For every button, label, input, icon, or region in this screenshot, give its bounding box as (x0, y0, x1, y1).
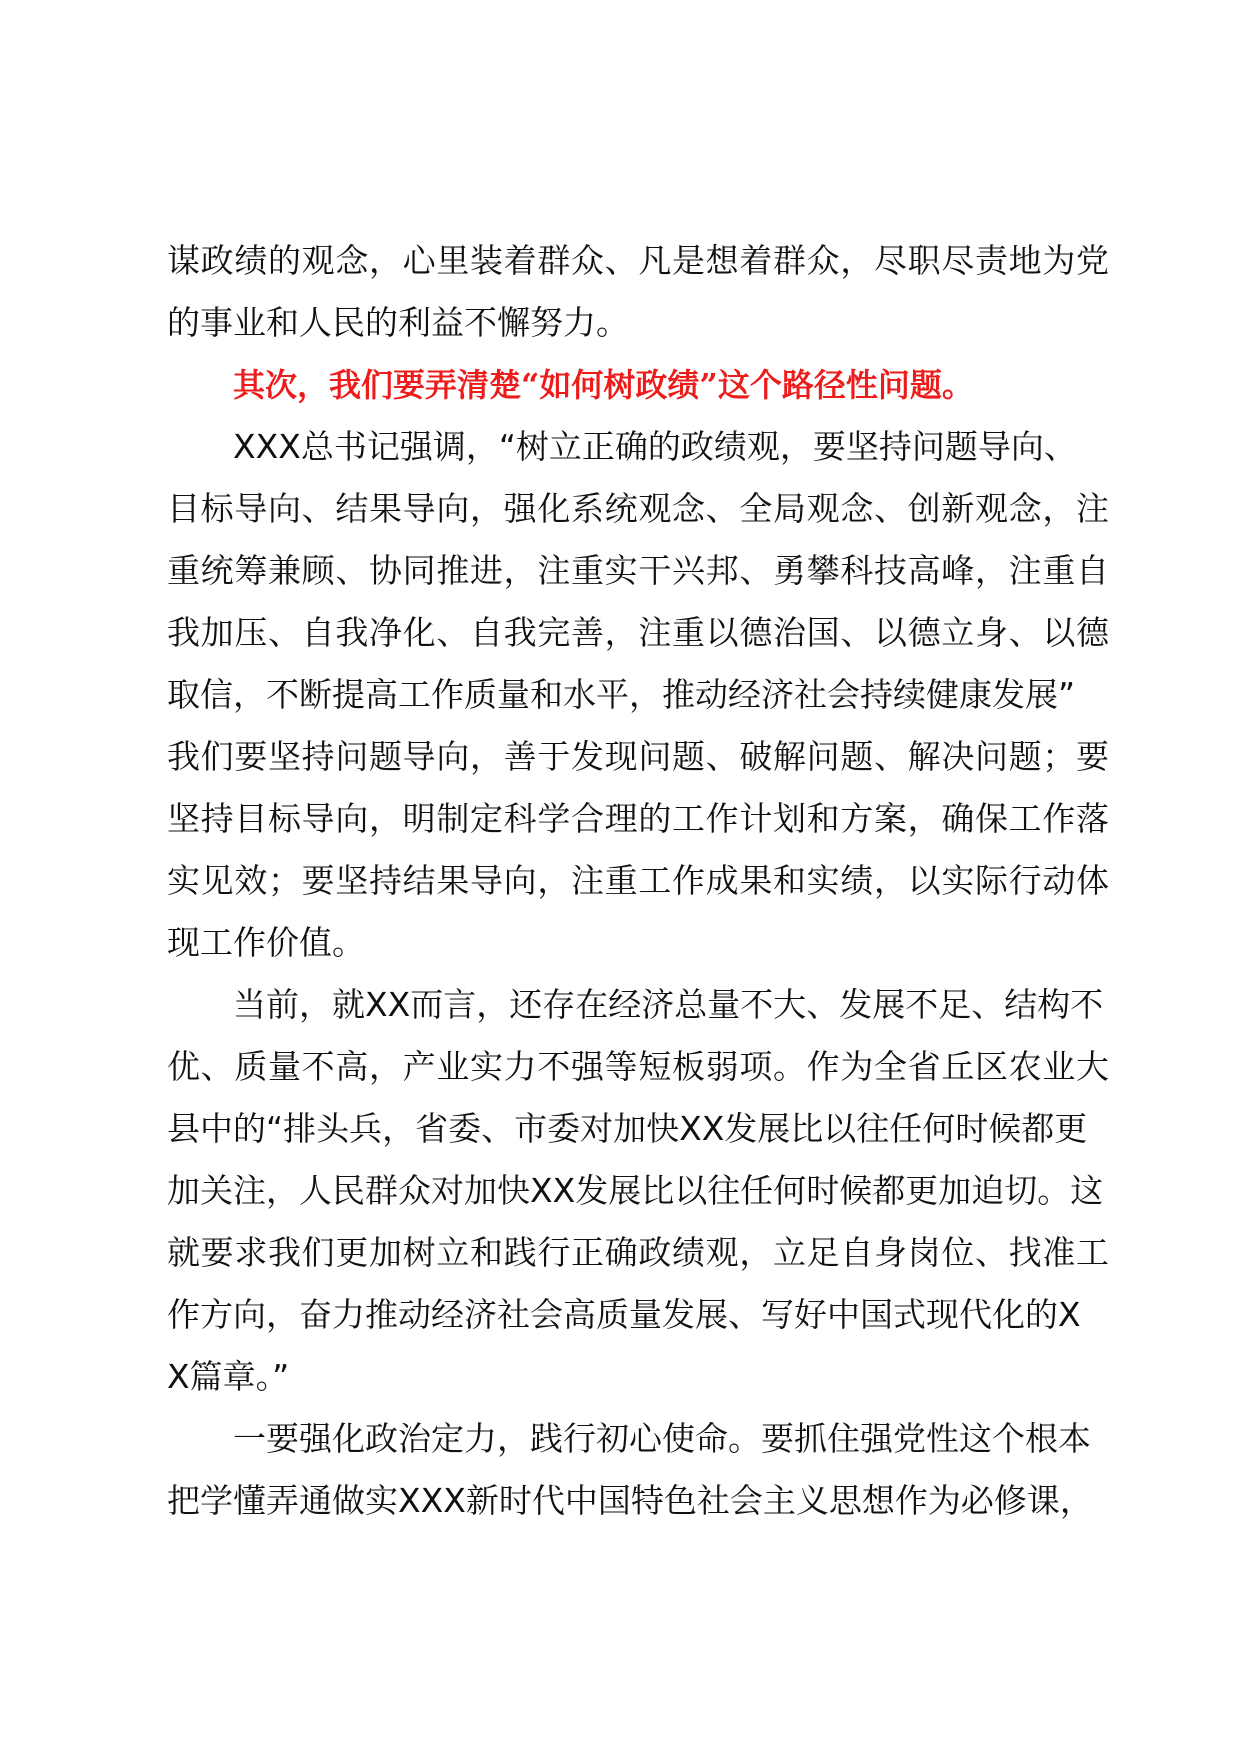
paragraph-line: 一要强化政治定力，践行初心使命。要抓住强党性这个根本 (233, 1419, 1091, 1458)
paragraph-line: 优、质量不高，产业实力不强等短板弱项。作为全省丘区农业大 (167, 1047, 1109, 1086)
paragraph-line: 取信，不断提高工作质量和水平，推动经济社会持续健康发展” (167, 675, 1076, 714)
section-heading: 其次，我们要弄清楚“如何树政绩”这个路径性问题。 (233, 366, 974, 404)
paragraph-line: XXX总书记强调，“树立正确的政绩观，要坚持问题导向、 (233, 427, 1077, 466)
paragraph-line: X篇章。” (167, 1357, 290, 1396)
paragraph-line: 作方向，奋力推动经济社会高质量发展、写好中国式现代化的X (167, 1295, 1081, 1334)
paragraph-line: 县中的“排头兵，省委、市委对加快XX发展比以往任何时候都更 (167, 1109, 1088, 1148)
paragraph-line: 我加压、自我净化、自我完善，注重以德治国、以德立身、以德 (167, 613, 1109, 652)
paragraph-line: 的事业和人民的利益不懈努力。 (167, 303, 629, 342)
paragraph-line: 坚持目标导向，明制定科学合理的工作计划和方案，确保工作落 (167, 799, 1109, 838)
paragraph-line: 现工作价值。 (167, 923, 365, 962)
paragraph-line: 实见效；要坚持结果导向，注重工作成果和实绩，以实际行动体 (167, 861, 1109, 900)
paragraph-line: 就要求我们更加树立和践行正确政绩观，立足自身岗位、找准工 (167, 1233, 1109, 1272)
paragraph-line: 我们要坚持问题导向，善于发现问题、破解问题、解决问题；要 (167, 737, 1109, 776)
paragraph-line: 谋政绩的观念，心里装着群众、凡是想着群众，尽职尽责地为党 (167, 241, 1109, 280)
paragraph-line: 把学懂弄通做实XXX新时代中国特色社会主义思想作为必修课， (167, 1481, 1093, 1520)
paragraph-line: 重统筹兼顾、协同推进，注重实干兴邦、勇攀科技高峰，注重自 (167, 551, 1109, 590)
paragraph-line: 当前，就XX而言，还存在经济总量不大、发展不足、结构不 (233, 985, 1104, 1024)
document-body (167, 230, 1109, 1532)
paragraph-line: 目标导向、结果导向，强化系统观念、全局观念、创新观念，注 (167, 489, 1109, 528)
paragraph-line: 加关注，人民群众对加快XX发展比以往任何时候都更加迫切。这 (167, 1171, 1104, 1210)
